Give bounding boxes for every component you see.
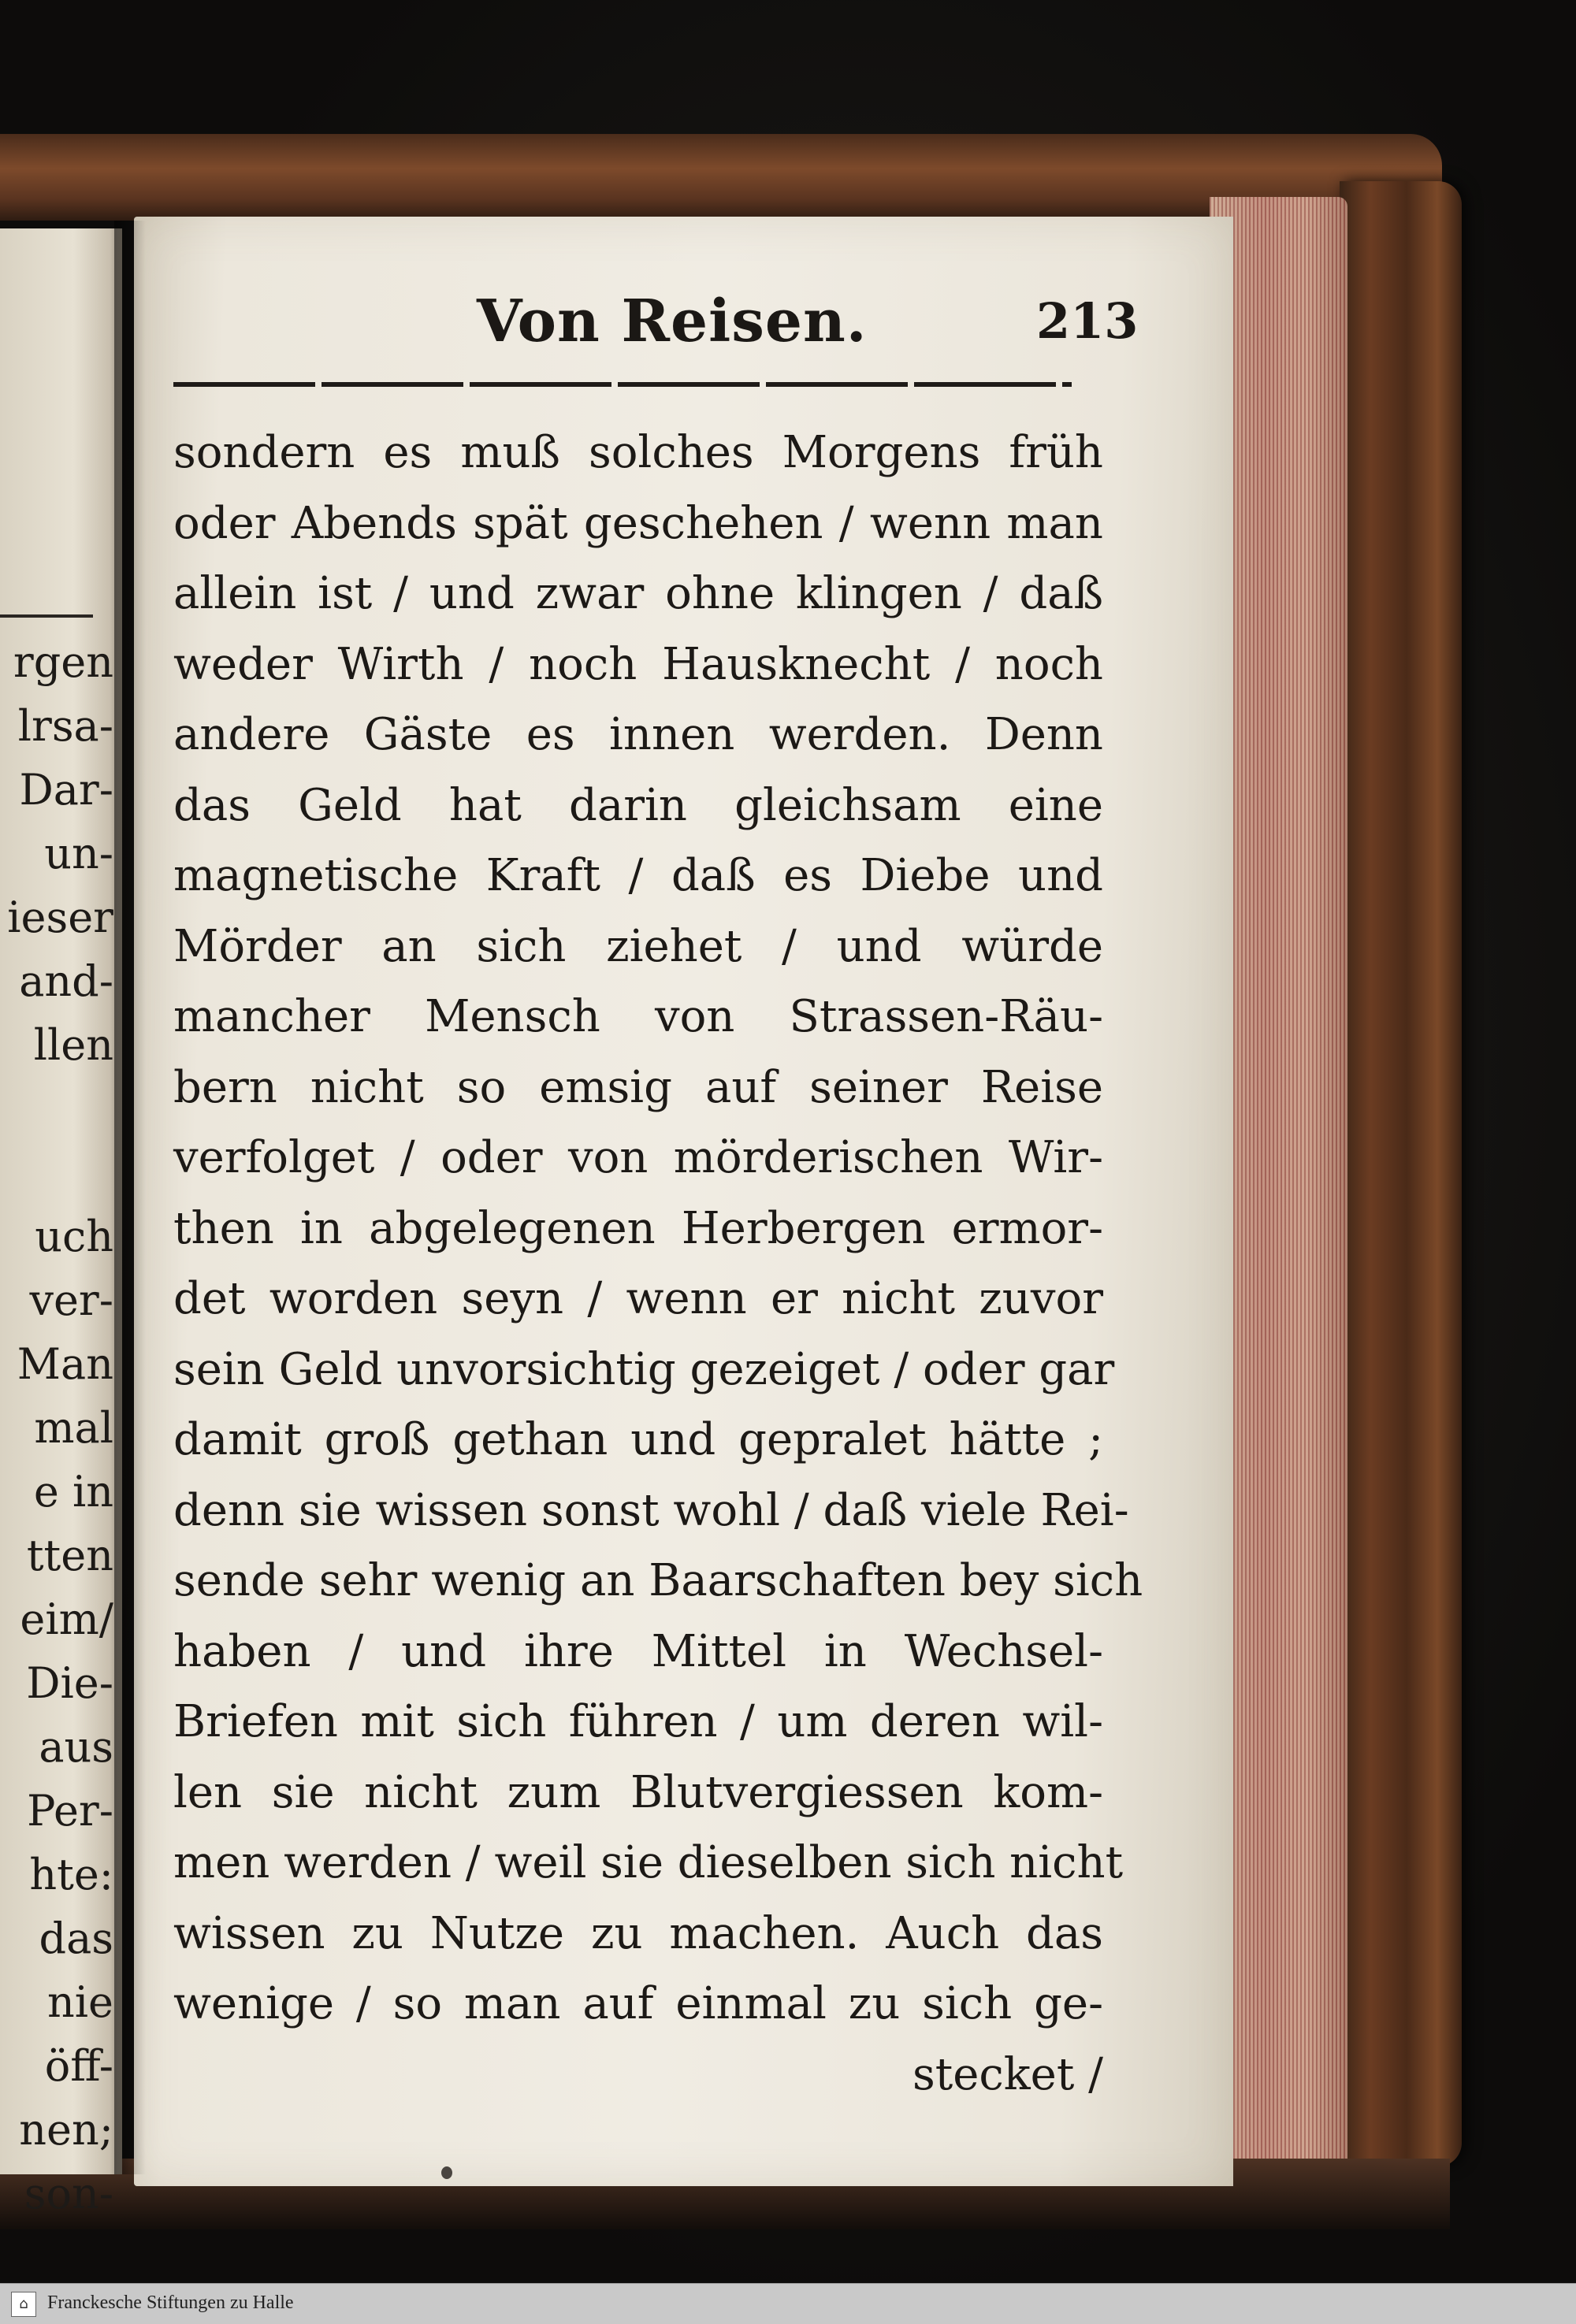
verso-line: eim/ [20,1595,113,1644]
verso-text [0,630,113,2226]
text-line: haben / und ihre Mittel in Wechsel- [173,1625,1103,1677]
verso-line: un- [44,829,113,878]
text-line: len sie nicht zum Blutvergiessen kom- [173,1766,1103,1818]
text-line: oder Abends spät geschehen / wenn man [173,497,1103,549]
footer-institution: Franckesche Stiftungen zu Halle [47,2292,294,2313]
text-line: allein ist / und zwar ohne klingen / daß [173,568,1103,619]
text-line: weder Wirth / noch Hausknecht / noch [173,638,1103,690]
page-number: 213 [1036,292,1139,350]
text-line: damit groß gethan und gepralet hätte ; [173,1414,1103,1465]
institution-logo-icon: ⌂ [11,2292,36,2317]
verso-line: aus [39,1722,113,1772]
verso-line: nie [46,1977,113,2027]
text-line: wenige / so man auf einmal zu sich ge- [173,1978,1103,2029]
text-line: mancher Mensch von Strassen-Räu- [173,991,1103,1042]
text-line: wissen zu Nutze zu machen. Auch das [173,1907,1103,1959]
text-line: sondern es muß solches Morgens früh [173,427,1103,478]
ink-spot [441,2166,452,2179]
body-text [173,418,1143,2110]
text-line: men werden / weil sie dieselben sich nicht [173,1837,1124,1888]
text-line: bern nicht so emsig auf seiner Reise [173,1061,1103,1113]
verso-line: rgen [13,637,113,687]
verso-line: and- [19,956,113,1006]
text-line: andere Gäste es innen werden. Denn [173,709,1103,760]
verso-line: nen; [19,2105,113,2155]
text-line: magnetische Kraft / daß es Diebe und [173,850,1103,901]
verso-line: öff- [44,2041,113,2091]
text-line: sein Geld unvorsichtig gezeiget / oder gar [173,1343,1115,1395]
verso-line [0,1077,113,1141]
verso-line: das [39,1914,113,1963]
verso-page [0,228,122,2218]
verso-line [0,1141,113,1205]
verso-line: ver- [29,1275,113,1325]
verso-line: ieser [7,893,113,942]
text-line: verfolget / oder von mörderischen Wir- [173,1132,1103,1183]
verso-line: mal [34,1403,113,1453]
recto-page [134,217,1233,2186]
text-line: det worden seyn / wenn er nicht zuvor [173,1273,1103,1324]
text-line: sende sehr wenig an Baarschaften bey sich [173,1555,1143,1606]
verso-line: Die- [26,1658,113,1708]
verso-line: Per- [27,1786,113,1836]
verso-line: Dar- [19,765,113,815]
verso-rule [0,614,93,618]
text-line: denn sie wissen sonst wohl / daß viele Rei- [173,1484,1129,1536]
text-line: Briefen mit sich führen / um deren wil- [173,1696,1103,1747]
catchword-line: stecket / [913,2048,1103,2100]
gutter-shadow [114,221,146,2174]
page-title: Von Reisen. [477,288,868,355]
text-line: then in abgelegenen Herbergen ermor- [173,1202,1103,1254]
verso-line: hte: [29,1850,113,1899]
verso-line: uch [35,1212,113,1261]
verso-line: e in [33,1467,113,1517]
book-binding [1340,181,1462,2166]
verso-line: tten [26,1531,113,1580]
header-rule [173,382,1072,387]
running-head [181,288,1206,374]
verso-line: llen [33,1020,113,1070]
verso-line: lrsa- [17,701,113,751]
verso-line: son- [24,2169,113,2218]
verso-line: Man [17,1339,113,1389]
text-line: Mörder an sich ziehet / und würde [173,920,1103,972]
text-line: das Geld hat darin gleichsam eine [173,779,1103,831]
footer-bar [0,2283,1576,2324]
